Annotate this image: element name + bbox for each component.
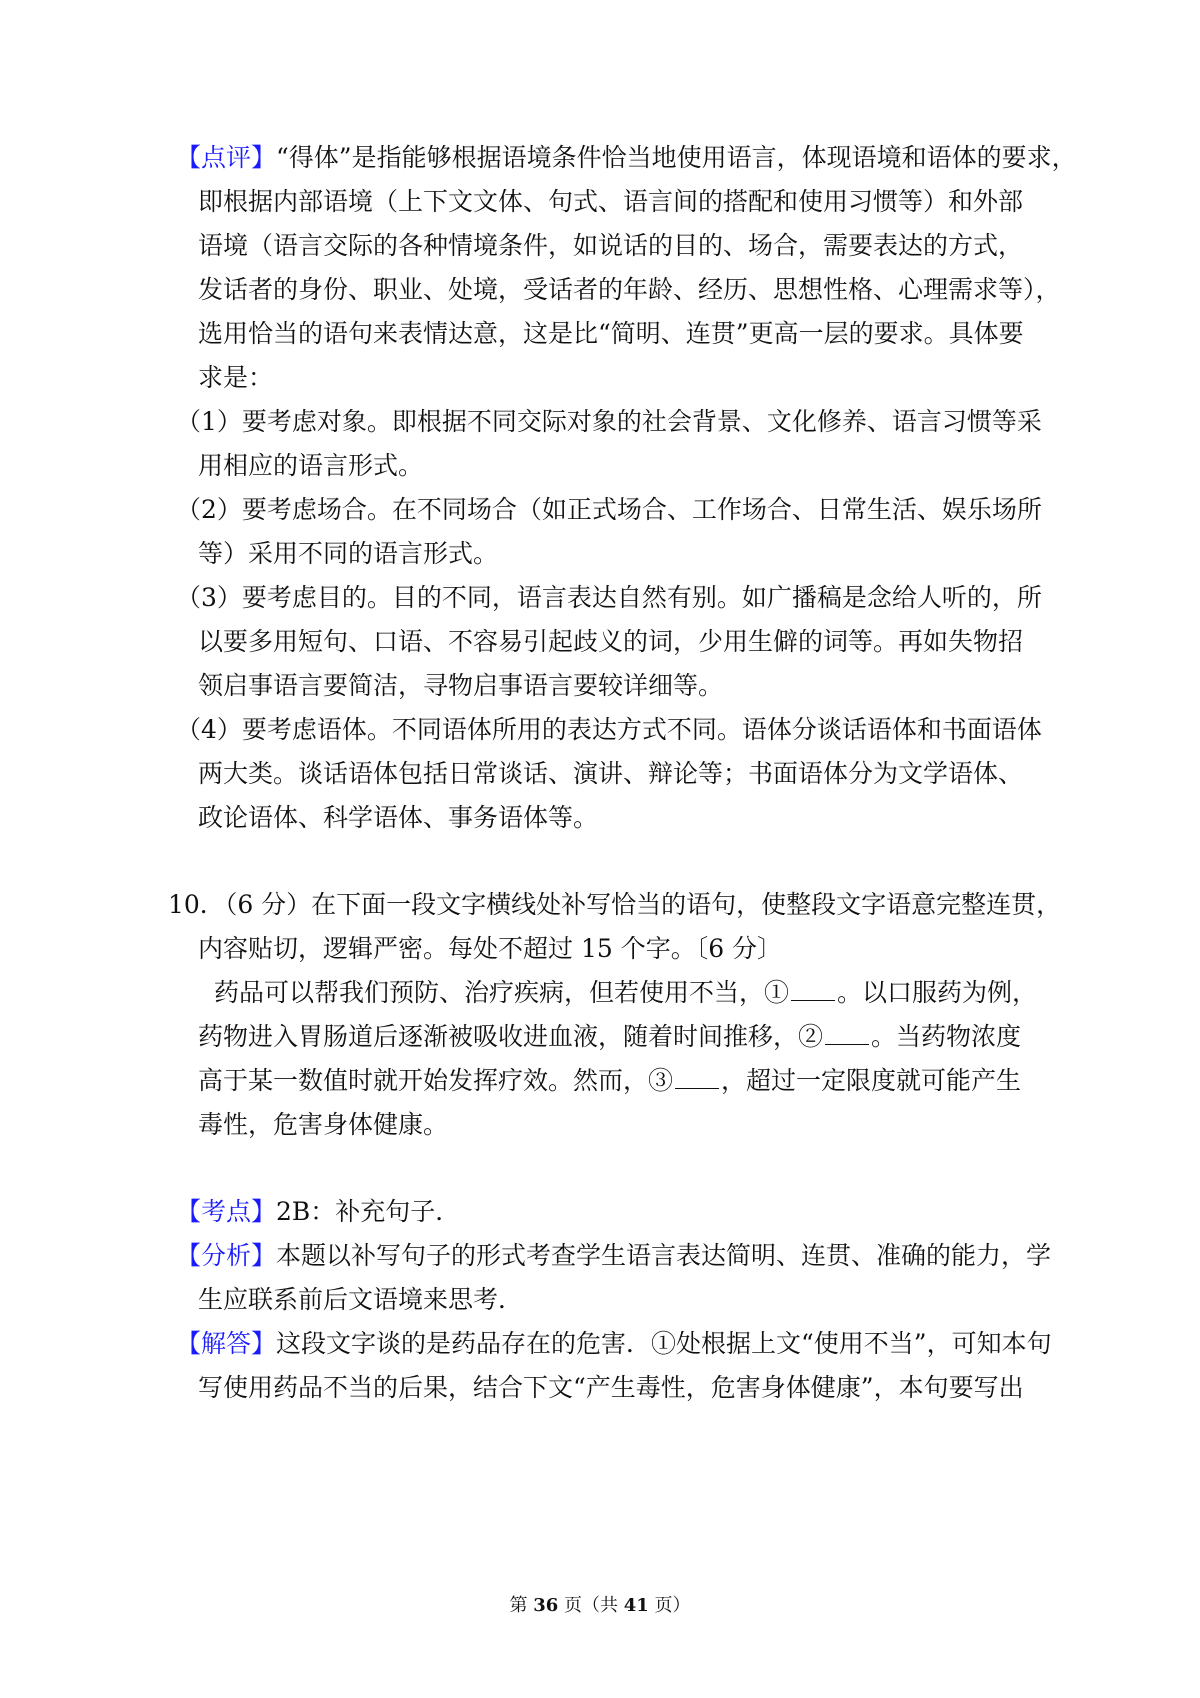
fenxi-tag: 【分析】 bbox=[176, 1241, 277, 1270]
passage-text: 药物进入胃肠道后逐渐被吸收进血液，随着时间推移，② bbox=[198, 1022, 824, 1051]
passage-text: 高于某一数值时就开始发挥疗效。然而，③ bbox=[198, 1066, 674, 1095]
comment-line-5: 选用恰当的语句来表情达意，这是比“简明、连贯”更高一层的要求。具体要 bbox=[198, 319, 1024, 348]
answer-blank-1[interactable] bbox=[791, 978, 835, 1001]
footer-text: 页） bbox=[648, 1595, 691, 1616]
point-1-line-1: （1）要考虑对象。即根据不同交际对象的社会背景、文化修养、语言习惯等采 bbox=[176, 407, 1042, 436]
total-page-number: 41 bbox=[623, 1595, 649, 1616]
passage-line-3 bbox=[198, 1064, 1021, 1098]
question-line-2: 内容贴切，逻辑严密。每处不超过 15 个字。〔6 分〕 bbox=[198, 934, 783, 963]
comment-tag: 【点评】 bbox=[176, 143, 277, 172]
kaodian-text: 2B：补充句子． bbox=[276, 1197, 461, 1226]
point-3-line-1: （3）要考虑目的。目的不同，语言表达自然有别。如广播稿是念给人听的，所 bbox=[176, 583, 1042, 612]
point-2-line-2: 等）采用不同的语言形式。 bbox=[198, 539, 499, 568]
footer-text: 第 bbox=[509, 1595, 534, 1616]
jieda-line-2: 写使用药品不当的后果，结合下文“产生毒性，危害身体健康”，本句要写出 bbox=[198, 1373, 1024, 1402]
comment-line-1 bbox=[176, 141, 1077, 175]
comment-line-4: 发话者的身份、职业、处境，受话者的年龄、经历、思想性格、心理需求等）， bbox=[198, 275, 1061, 304]
passage-line-1 bbox=[214, 976, 1037, 1010]
jieda-line-1 bbox=[176, 1327, 1052, 1361]
comment-line-3: 语境（语言交际的各种情境条件，如说话的目的、场合，需要表达的方式， bbox=[198, 231, 1024, 260]
passage-text: ，超过一定限度就可能产生 bbox=[721, 1066, 1022, 1095]
fenxi-line-2: 生应联系前后文语境来思考． bbox=[198, 1285, 524, 1314]
passage-line-4: 毒性，危害身体健康。 bbox=[198, 1110, 449, 1139]
comment-text: “得体”是指能够根据语境条件恰当地使用语言，体现语境和语体的要求， bbox=[276, 143, 1077, 172]
kaodian-line bbox=[176, 1195, 460, 1229]
footer-text: 页（共 bbox=[558, 1595, 624, 1616]
kaodian-tag: 【考点】 bbox=[176, 1197, 277, 1226]
point-2-line-1: （2）要考虑场合。在不同场合（如正式场合、工作场合、日常生活、娱乐场所 bbox=[176, 495, 1042, 524]
question-number: 10． bbox=[168, 890, 225, 919]
comment-line-2: 即根据内部语境（上下文文体、句式、语言间的搭配和使用习惯等）和外部 bbox=[198, 187, 1024, 216]
fenxi-line-1 bbox=[176, 1239, 1051, 1273]
passage-text: 药品可以帮我们预防、治疗疾病，但若使用不当，① bbox=[214, 978, 790, 1007]
current-page-number: 36 bbox=[533, 1595, 559, 1616]
passage-line-2 bbox=[198, 1020, 1021, 1054]
answer-blank-2[interactable] bbox=[825, 1022, 869, 1045]
point-1-line-2: 用相应的语言形式。 bbox=[198, 451, 424, 480]
page-footer bbox=[0, 1594, 1200, 1618]
answer-blank-3[interactable] bbox=[675, 1066, 719, 1089]
question-line-1 bbox=[168, 888, 1061, 922]
point-3-line-2: 以要多用短句、口语、不容易引起歧义的词，少用生僻的词等。再如失物招 bbox=[198, 627, 1024, 656]
fenxi-text: 本题以补写句子的形式考查学生语言表达简明、连贯、准确的能力，学 bbox=[276, 1241, 1052, 1270]
point-4-line-1: （4）要考虑语体。不同语体所用的表达方式不同。语体分谈话语体和书面语体 bbox=[176, 715, 1042, 744]
passage-text: 。以口服药为例， bbox=[837, 978, 1038, 1007]
point-4-line-3: 政论语体、科学语体、事务语体等。 bbox=[198, 803, 599, 832]
point-3-line-3: 领启事语言要简洁，寻物启事语言要较详细等。 bbox=[198, 671, 724, 700]
comment-line-6: 求是： bbox=[198, 363, 274, 392]
point-4-line-2: 两大类。谈话语体包括日常谈话、演讲、辩论等；书面语体分为文学语体、 bbox=[198, 759, 1024, 788]
jieda-text: 这段文字谈的是药品存在的危害．①处根据上文“使用不当”，可知本句 bbox=[276, 1329, 1052, 1358]
jieda-tag: 【解答】 bbox=[176, 1329, 277, 1358]
question-text: （6 分）在下面一段文字横线处补写恰当的语句，使整段文字语意完整连贯， bbox=[224, 890, 1062, 919]
passage-text: 。当药物浓度 bbox=[871, 1022, 1022, 1051]
